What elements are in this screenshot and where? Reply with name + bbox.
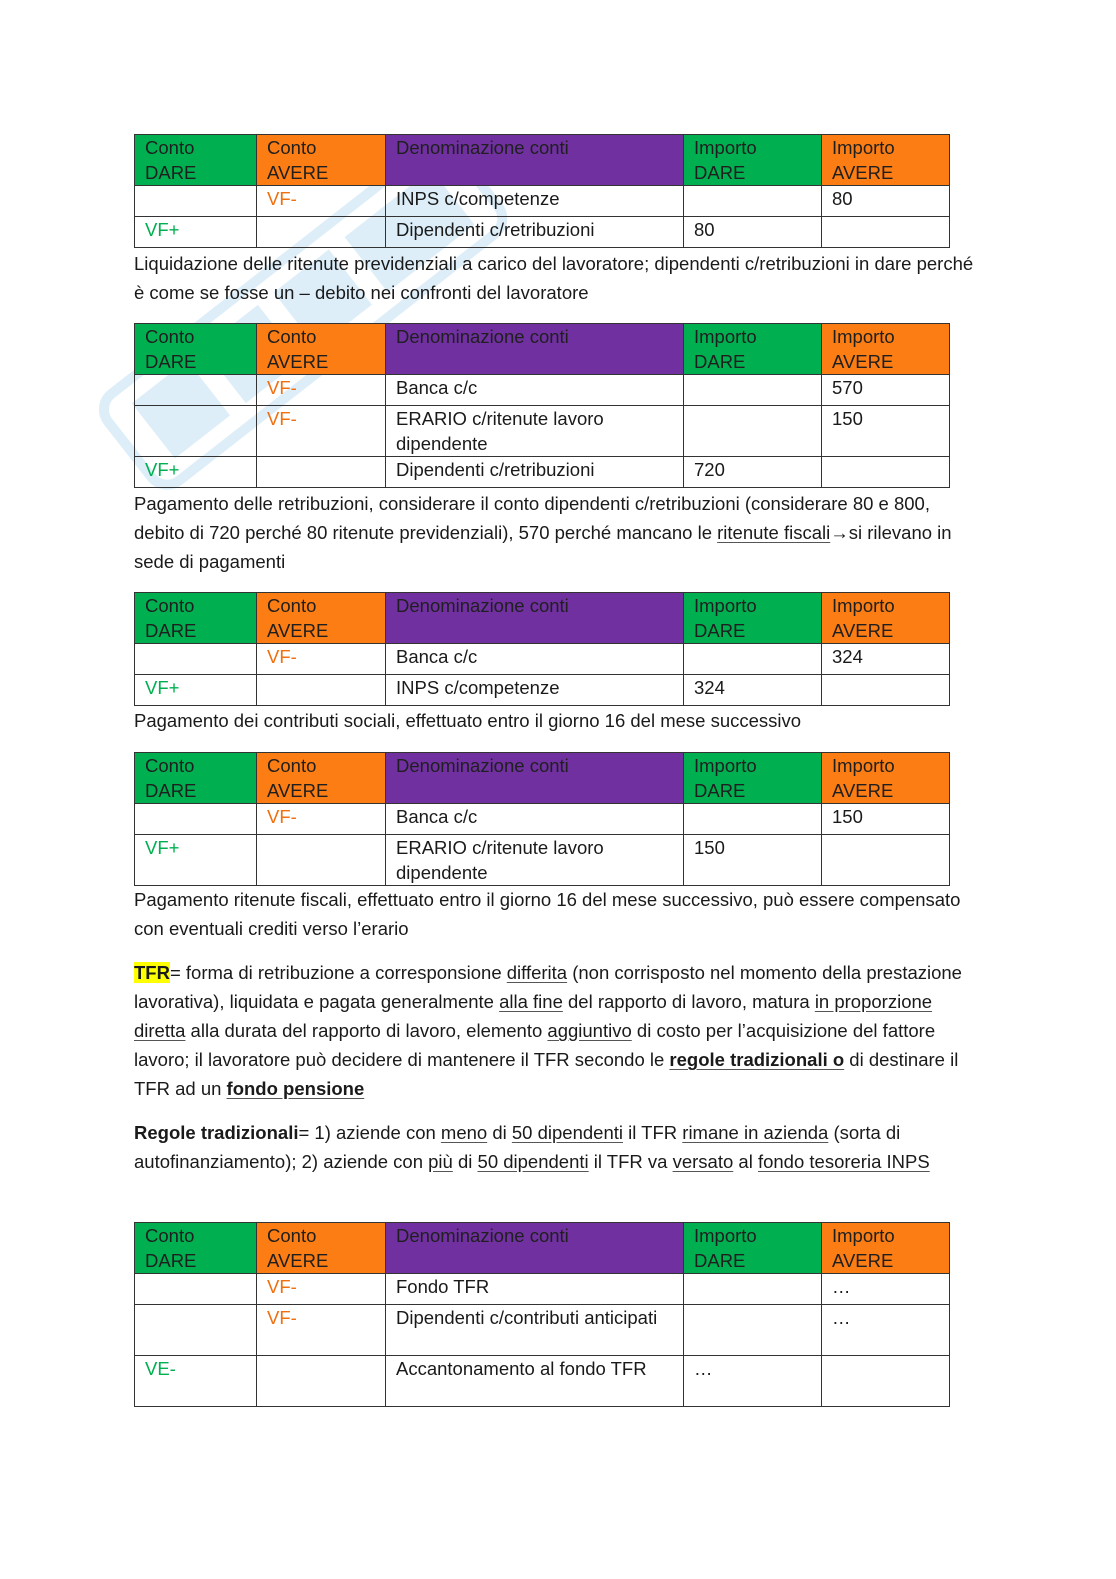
cell-conto-dare: VE- [135,1356,257,1407]
cell-importo-dare [684,406,822,457]
header-importo-avere: Importo AVERE [822,1223,950,1274]
header-denominazione: Denominazione conti [386,593,684,644]
header-row [135,324,950,375]
ledger-table-5 [134,1222,950,1407]
cell-conto-dare: VF+ [135,675,257,706]
cell-conto-dare [135,1305,257,1356]
ledger-table-3 [134,592,950,706]
cell-conto-dare [135,1274,257,1305]
cell-denominazione: Banca c/c [386,375,684,406]
cell-importo-dare [684,375,822,406]
table-row [135,457,950,488]
cell-importo-dare: 324 [684,675,822,706]
cell-conto-dare: VF+ [135,835,257,886]
cell-importo-avere [822,1356,950,1407]
cell-importo-dare: 150 [684,835,822,886]
cell-conto-dare: VF+ [135,457,257,488]
cell-importo-dare: 80 [684,217,822,248]
header-conto-dare: Conto DARE [135,324,257,375]
table-row [135,406,950,457]
cell-importo-dare [684,1274,822,1305]
cell-conto-dare: VF+ [135,217,257,248]
tfr-term: TFR [134,962,170,983]
cell-importo-avere: 324 [822,644,950,675]
header-importo-avere: Importo AVERE [822,324,950,375]
cell-importo-avere: 150 [822,406,950,457]
cell-denominazione: Accantonamento al fondo TFR [386,1356,684,1407]
cell-conto-dare [135,644,257,675]
caption-table-4: Pagamento ritenute fiscali, effettuato entro il giorno 16 del mese successivo, può essere compensato con eventuali crediti verso l’erario [134,889,961,939]
header-conto-avere: Conto AVERE [257,593,386,644]
header-importo-avere: Importo AVERE [822,753,950,804]
cell-denominazione: Banca c/c [386,804,684,835]
cell-denominazione: INPS c/competenze [386,186,684,217]
header-row [135,593,950,644]
cell-importo-avere [822,217,950,248]
ledger-table-4 [134,752,950,886]
caption-table-2: Pagamento delle retribuzioni, considerare il conto dipendenti c/retribuzioni (considerare 80 e 800, debito di 720 perché 80 ritenute previdenziali), 570 perché mancano le ritenute fiscali→si rilevano in sede di pagamenti [134,493,952,572]
table-row [135,835,950,886]
tfr-paragraph: TFR= forma di retribuzione a corresponsione differita (non corrisposto nel momento della prestazione lavorativa), liquidata e pagata generalmente alla fine del rapporto di lavoro, matura in proporzione diretta alla durata del rapporto di lavoro, elemento aggiuntivo di costo per l’acquisizione del fattore lavoro; il lavoratore può decidere di mantenere il TFR secondo le regole tradizionali o di destinare il TFR ad un fondo pensione [134,962,962,1099]
cell-importo-avere: 150 [822,804,950,835]
table-row [135,217,950,248]
cell-conto-avere: VF- [257,186,386,217]
cell-denominazione: ERARIO c/ritenute lavoro dipendente [386,835,684,886]
cell-denominazione: ERARIO c/ritenute lavoro dipendente [386,406,684,457]
cell-denominazione: Banca c/c [386,644,684,675]
cell-denominazione: INPS c/competenze [386,675,684,706]
cell-conto-dare [135,186,257,217]
header-conto-avere: Conto AVERE [257,135,386,186]
cell-conto-avere: VF- [257,375,386,406]
cell-conto-avere: VF- [257,1305,386,1356]
caption-table-1: Liquidazione delle ritenute previdenziali a carico del lavoratore; dipendenti c/retribuzioni in dare perché è come se fosse un – debito nei confronti del lavoratore [134,253,974,303]
header-denominazione: Denominazione conti [386,324,684,375]
cell-importo-dare: 720 [684,457,822,488]
table-row [135,186,950,217]
table-row [135,1305,950,1356]
cell-importo-dare [684,804,822,835]
header-importo-dare: Importo DARE [684,324,822,375]
table-row [135,1356,950,1407]
header-importo-dare: Importo DARE [684,593,822,644]
cell-denominazione: Fondo TFR [386,1274,684,1305]
cell-importo-dare [684,644,822,675]
table-row [135,1274,950,1305]
cell-importo-avere: 80 [822,186,950,217]
regole-paragraph: Regole tradizionali= 1) aziende con meno di 50 dipendenti il TFR rimane in azienda (sorta di autofinanziamento); 2) aziende con più di 50 dipendenti il TFR va versato al fondo tesoreria INPS [134,1122,930,1172]
ledger-table-2 [134,323,950,488]
ledger-table-1 [134,134,950,248]
header-denominazione: Denominazione conti [386,135,684,186]
header-denominazione: Denominazione conti [386,1223,684,1274]
cell-importo-avere [822,675,950,706]
arrow-icon: → [830,522,849,543]
underlined-text: ritenute fiscali [717,522,831,543]
cell-importo-avere: … [822,1274,950,1305]
cell-conto-avere [257,1356,386,1407]
cell-conto-avere [257,675,386,706]
table-row [135,675,950,706]
cell-conto-avere: VF- [257,804,386,835]
cell-conto-dare [135,804,257,835]
header-importo-dare: Importo DARE [684,753,822,804]
header-row [135,753,950,804]
cell-importo-dare: … [684,1356,822,1407]
cell-conto-dare [135,375,257,406]
header-row [135,1223,950,1274]
cell-importo-dare [684,186,822,217]
cell-conto-avere [257,217,386,248]
cell-conto-avere: VF- [257,406,386,457]
header-conto-avere: Conto AVERE [257,1223,386,1274]
cell-denominazione: Dipendenti c/contributi anticipati [386,1305,684,1356]
cell-denominazione: Dipendenti c/retribuzioni [386,457,684,488]
cell-conto-avere [257,457,386,488]
table-row [135,644,950,675]
header-importo-avere: Importo AVERE [822,593,950,644]
header-conto-dare: Conto DARE [135,753,257,804]
cell-importo-avere [822,457,950,488]
header-conto-dare: Conto DARE [135,593,257,644]
cell-importo-avere [822,835,950,886]
header-importo-dare: Importo DARE [684,1223,822,1274]
cell-importo-avere: … [822,1305,950,1356]
header-denominazione: Denominazione conti [386,753,684,804]
header-conto-avere: Conto AVERE [257,324,386,375]
cell-conto-dare [135,406,257,457]
cell-conto-avere: VF- [257,644,386,675]
regole-term: Regole tradizionali [134,1122,299,1143]
cell-importo-dare [684,1305,822,1356]
header-conto-dare: Conto DARE [135,135,257,186]
header-importo-avere: Importo AVERE [822,135,950,186]
header-conto-avere: Conto AVERE [257,753,386,804]
table-row [135,804,950,835]
header-row [135,135,950,186]
header-conto-dare: Conto DARE [135,1223,257,1274]
cell-conto-avere: VF- [257,1274,386,1305]
cell-conto-avere [257,835,386,886]
caption-table-3: Pagamento dei contributi sociali, effettuato entro il giorno 16 del mese successivo [134,710,802,731]
header-importo-dare: Importo DARE [684,135,822,186]
cell-denominazione: Dipendenti c/retribuzioni [386,217,684,248]
cell-importo-avere: 570 [822,375,950,406]
table-row [135,375,950,406]
